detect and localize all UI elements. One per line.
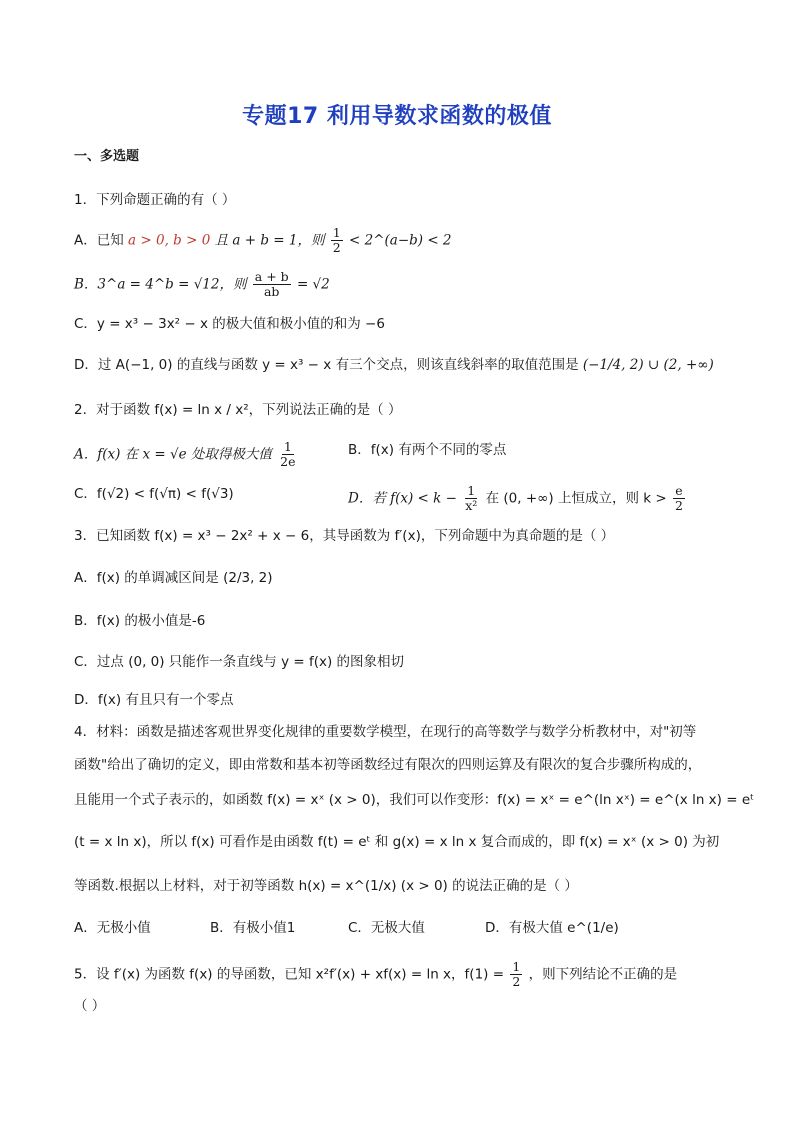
q2-d-mid: 在 (0, +∞) 上恒成立，则 k > (485, 490, 667, 507)
q4-option-d: D．有极大值 e^(1/e) (485, 920, 619, 936)
q1-b-tail: = √2 (296, 276, 330, 293)
section-heading: 一、多选题 (74, 149, 140, 164)
page-title: 专题17 利用导数求函数的极值 (242, 104, 552, 129)
q1-option-d (74, 355, 714, 375)
q2-option-b: B．f(x) 有两个不同的零点 (348, 442, 507, 458)
q4-line-1: 4．材料：函数是描述客观世界变化规律的重要数学模型，在现行的高等数学与数学分析教材中，对"初等 (74, 724, 697, 740)
q5-stem-suffix: ，则下列结论不正确的是 (528, 966, 678, 983)
q1-d-text: D．过 A(−1, 0) 的直线与函数 y = x³ − x 有三个交点，则该直线斜率的取值范围是 (74, 357, 579, 373)
q1-stem: 1．下列命题正确的有（ ） (74, 192, 236, 208)
q1-option-a (74, 226, 452, 255)
q1-a-tail: < 2^(a−b) < 2 (349, 232, 452, 249)
q4-option-b: B．有极小值1 (210, 920, 296, 936)
q3-stem: 3．已知函数 f(x) = x³ − 2x² + x − 6，其导函数为 f′(x)，下列命题中为真命题的是（ ） (74, 528, 615, 544)
q2-option-c: C．f(√2) < f(√π) < f(√3) (74, 486, 234, 502)
q2-option-d (348, 484, 687, 513)
q3-option-b: B．f(x) 的极小值是-6 (74, 613, 206, 629)
q1-a-prefix: A．已知 (74, 232, 124, 249)
q1-a-mid: 且 a + b = 1，则 (214, 232, 325, 249)
fraction-e-over-2: $\frac{e}{2}$ (674, 483, 683, 513)
q5-stem (74, 960, 677, 989)
q4-line-4: (t = x ln x)，所以 f(x) 可看作是由函数 f(t) = eᵗ 和 g(x) = x ln x 复合而成的，即 f(x) = xˣ (x > 0) 为初 (74, 834, 720, 850)
q5-paren: （ ） (74, 998, 106, 1014)
q1-option-b (74, 270, 330, 299)
q2-stem: 2．对于函数 f(x) = ln x / x²，下列说法正确的是（ ） (74, 402, 402, 418)
q3-option-c: C．过点 (0, 0) 只能作一条直线与 y = f(x) 的图象相切 (74, 654, 405, 670)
q4-line-5: 等函数.根据以上材料，对于初等函数 h(x) = x^(1/x) (x > 0) 的说法正确的是（ ） (74, 878, 578, 894)
q2-a-text: A．f(x) 在 x = √e 处取得极大值 (74, 446, 272, 463)
fraction-one-over-2e: $\frac{1}{2e}$ (280, 439, 296, 469)
q3-option-a: A．f(x) 的单调减区间是 (2/3, 2) (74, 570, 273, 586)
fraction-one-over-x2: $\frac{1}{\text{x²}}$ (465, 483, 478, 513)
q4-line-3: 且能用一个式子表示的，如函数 f(x) = xˣ (x > 0)，我们可以作变形：f(x) = xˣ = e^(ln xˣ) = e^(x ln x) = eᵗ (74, 792, 755, 808)
q2-d-prefix: D．若 f(x) < k − (348, 490, 457, 507)
fraction-one-half: $\frac{1}{2}$ (332, 225, 341, 255)
q4-option-a: A．无极小值 (74, 920, 151, 936)
q5-stem-prefix: 5．设 f′(x) 为函数 f(x) 的导函数，已知 x²f′(x) + xf(x) = ln x，f(1) = (74, 966, 505, 983)
q1-option-c: C．y = x³ − 3x² − x 的极大值和极小值的和为 −6 (74, 316, 385, 332)
q1-d-range: (−1/4, 2) ∪ (2, +∞) (582, 357, 714, 373)
fraction-one-half-q5: $\frac{1}{2}$ (512, 959, 521, 989)
q1-b-prefix: B．3^a = 4^b = √12，则 (74, 276, 247, 293)
q3-option-d: D．f(x) 有且只有一个零点 (74, 692, 234, 708)
q1-a-condition: a > 0, b > 0 (128, 232, 211, 249)
q4-option-c: C．无极大值 (348, 920, 425, 936)
q4-line-2: 函数"给出了确切的定义，即由常数和基本初等函数经过有限次的四则运算及有限次的复合步骤所构成的， (74, 757, 702, 773)
fraction-a-plus-b-over-ab: $\frac{a + b}{ab}$ (254, 269, 289, 299)
q2-option-a (74, 440, 300, 469)
